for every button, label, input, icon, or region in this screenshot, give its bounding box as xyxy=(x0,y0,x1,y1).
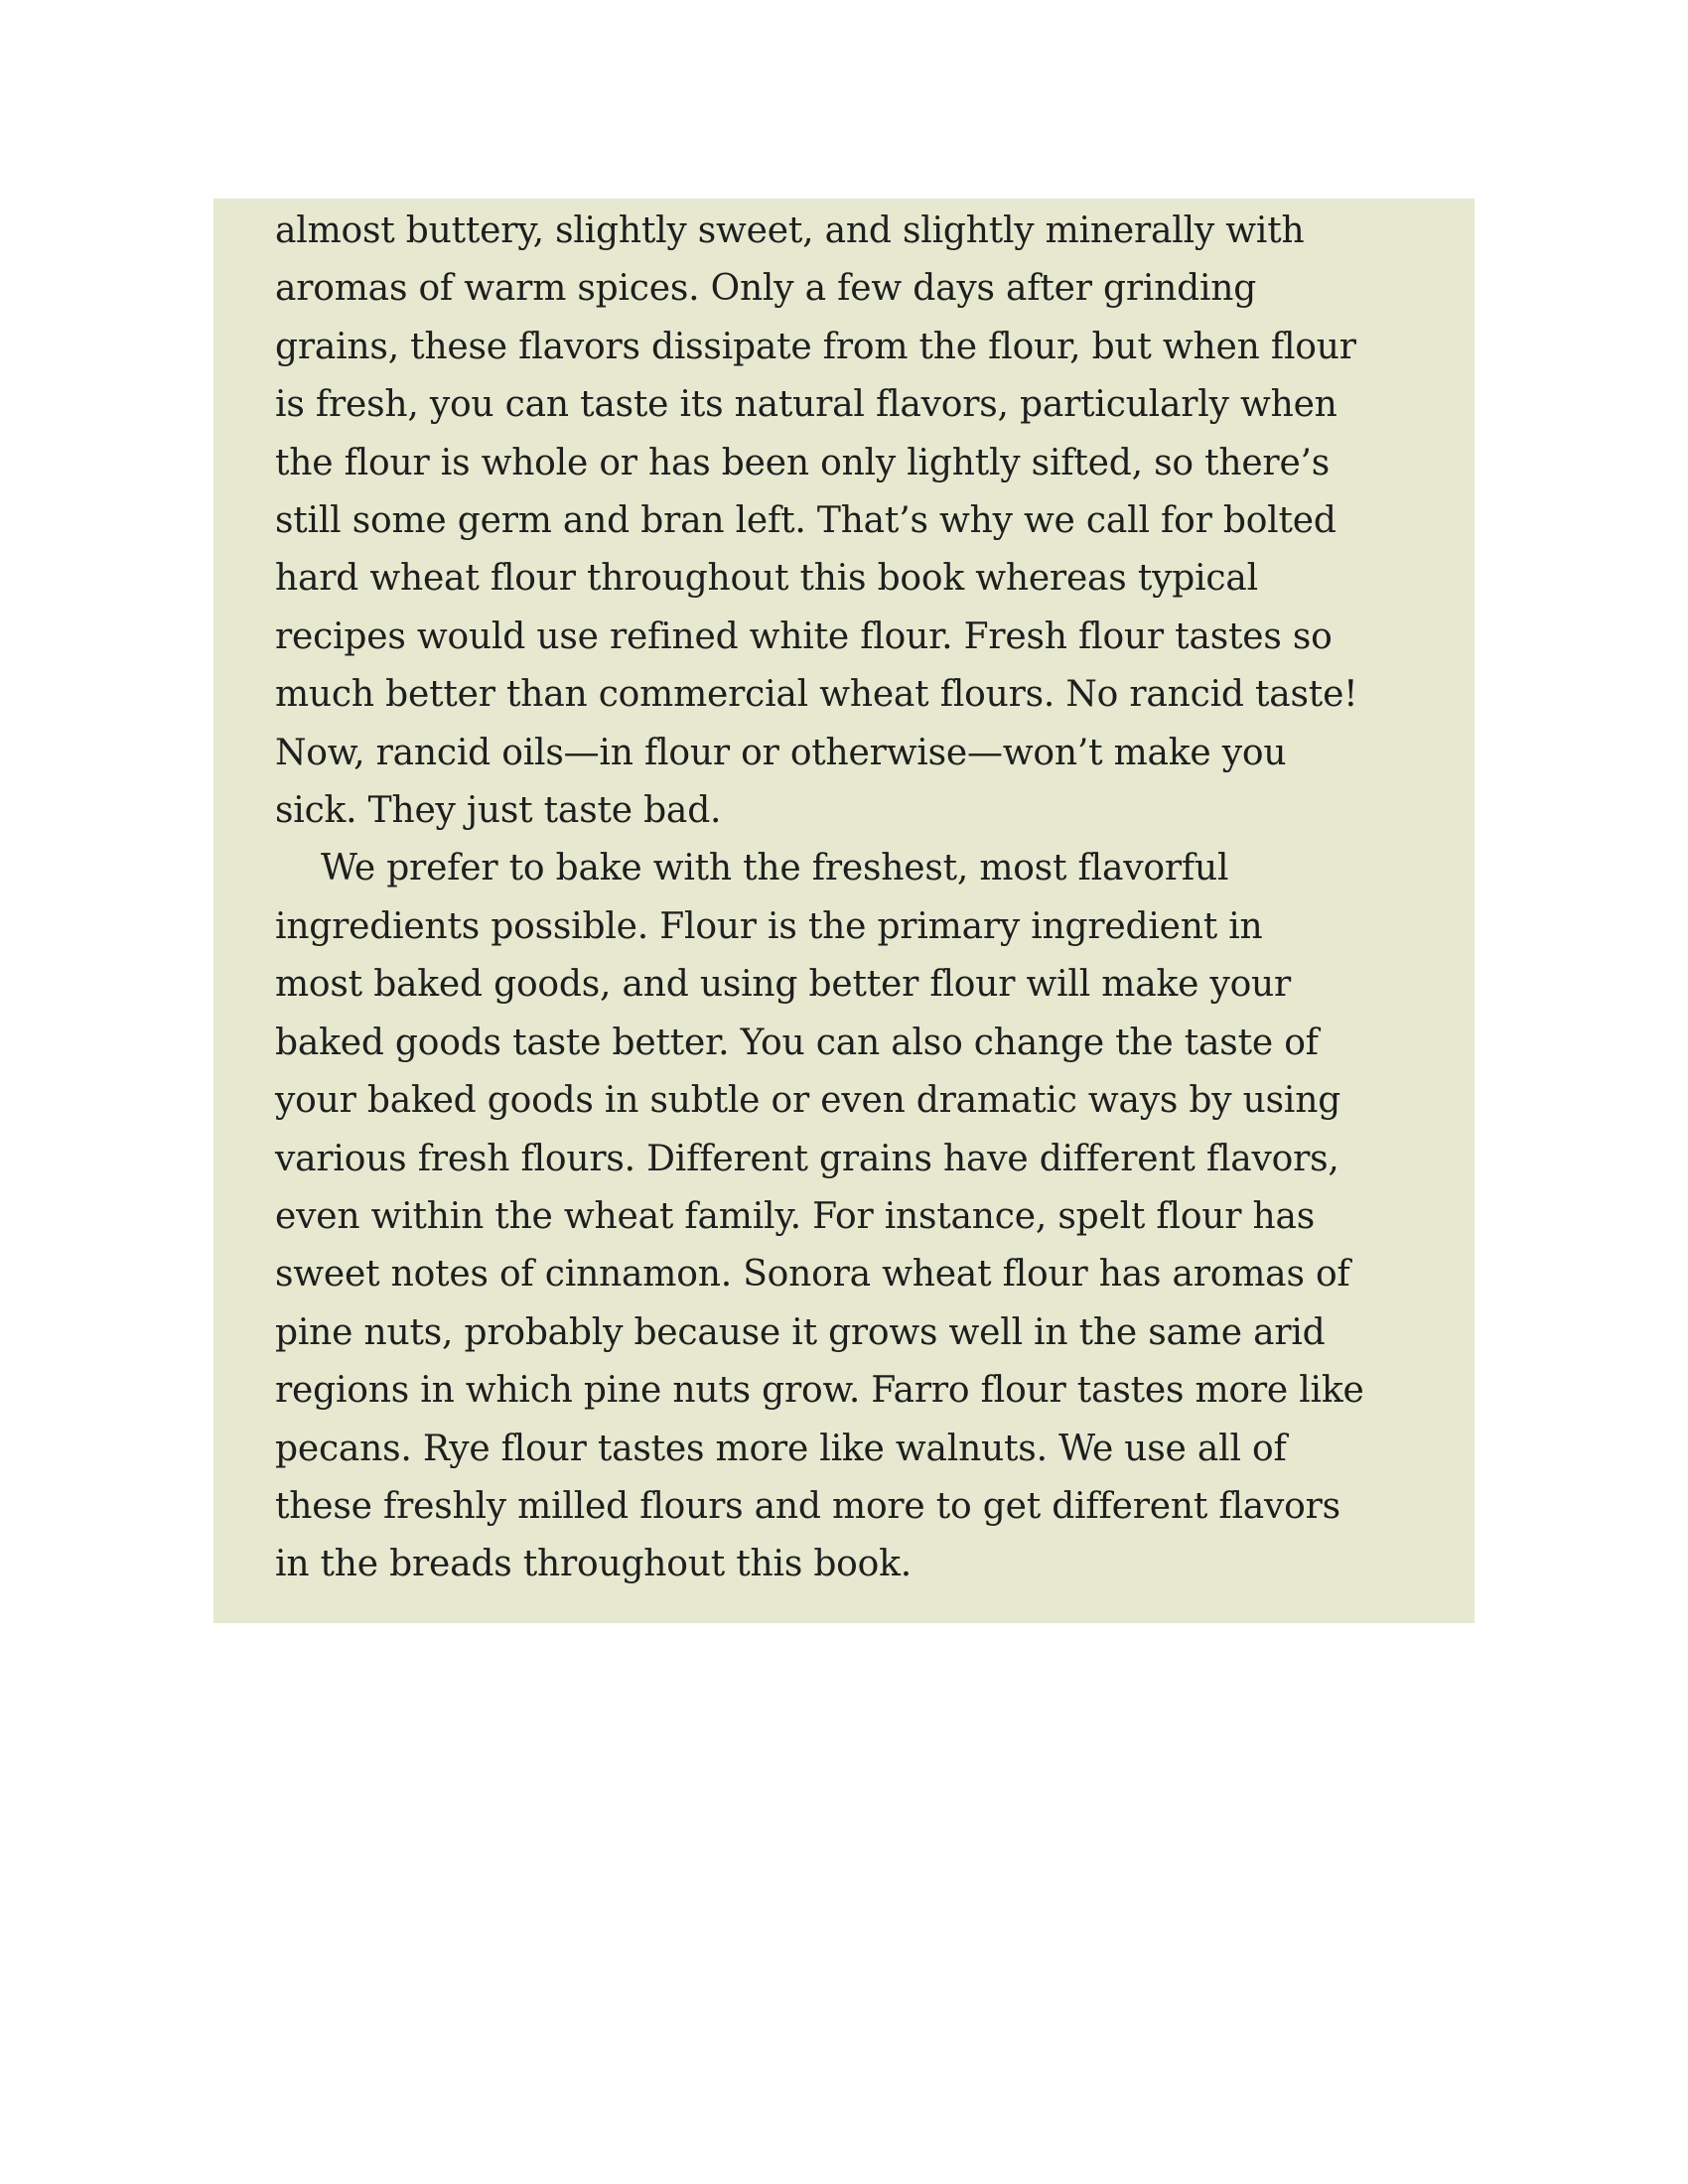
text-line: Now, rancid oils—in flour or otherwise—won’t make you xyxy=(275,732,1287,773)
text-line: baked goods taste better. You can also change the taste of xyxy=(275,1022,1319,1063)
text-line: pine nuts, probably because it grows well in the same arid xyxy=(275,1311,1326,1353)
text-line: even within the wheat family. For instance, spelt flour has xyxy=(275,1195,1316,1237)
text-line: sweet notes of cinnamon. Sonora wheat flour has aromas of xyxy=(275,1254,1350,1296)
text-line: almost buttery, slightly sweet, and slightly minerally with xyxy=(275,210,1305,251)
text-line: these freshly milled flours and more to get different flavors xyxy=(275,1485,1340,1527)
text-line: various fresh flours. Different grains have different flavors, xyxy=(275,1138,1339,1179)
text-line: still some germ and bran left. That’s why we call for bolted xyxy=(275,500,1336,542)
text-line: We prefer to bake with the freshest, most flavorful xyxy=(321,848,1229,889)
paragraph-1 xyxy=(275,203,1415,840)
text-line: ingredients possible. Flour is the primary ingredient in xyxy=(275,905,1263,947)
paragraph-2 xyxy=(275,840,1415,1593)
text-line: hard wheat flour throughout this book whereas typical xyxy=(275,558,1258,600)
text-line: is fresh, you can taste its natural flavors, particularly when xyxy=(275,384,1337,426)
text-line: most baked goods, and using better flour will make your xyxy=(275,964,1292,1006)
text-line: regions in which pine nuts grow. Farro flour tastes more like xyxy=(275,1370,1364,1412)
text-line: grains, these flavors dissipate from the flour, but when flour xyxy=(275,326,1356,367)
sidebar-box xyxy=(213,199,1475,1623)
text-line: much better than commercial wheat flours. No rancid taste! xyxy=(275,674,1358,716)
text-line: in the breads throughout this book. xyxy=(275,1544,912,1585)
text-line: recipes would use refined white flour. Fresh flour tastes so xyxy=(275,615,1333,657)
text-line: sick. They just taste bad. xyxy=(275,790,722,832)
text-line: aromas of warm spices. Only a few days after grinding xyxy=(275,268,1257,310)
text-line: your baked goods in subtle or even dramatic ways by using xyxy=(275,1080,1341,1122)
text-line: the flour is whole or has been only lightly sifted, so there’s xyxy=(275,442,1331,483)
text-line: pecans. Rye flour tastes more like walnuts. We use all of xyxy=(275,1428,1287,1469)
